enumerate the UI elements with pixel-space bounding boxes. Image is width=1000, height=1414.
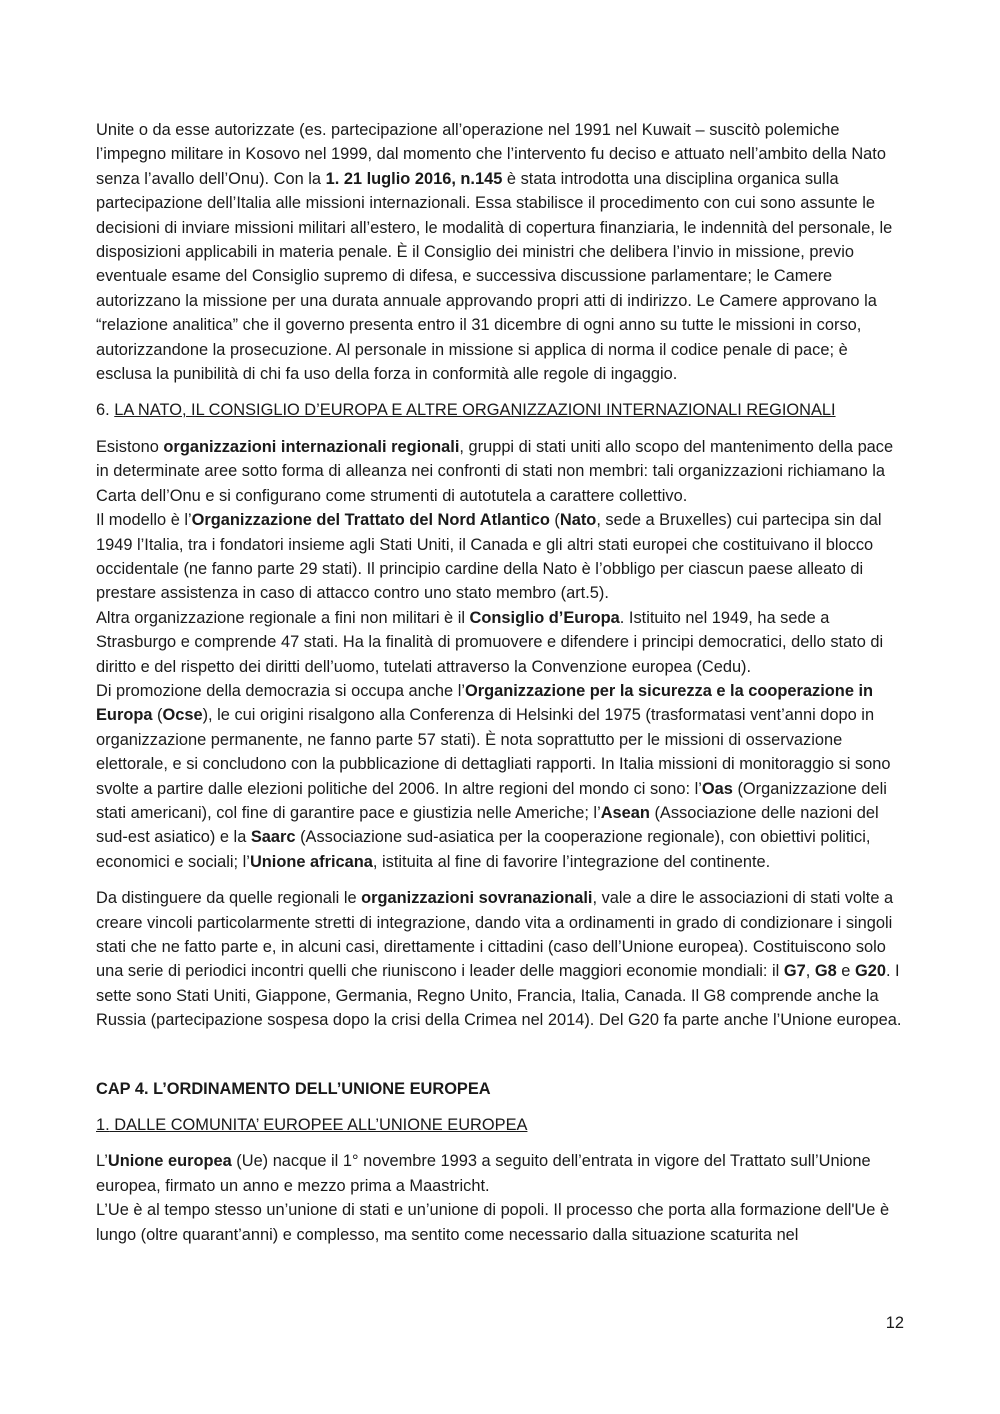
section-number: 6. [96,401,115,420]
text-run: ( [549,511,560,530]
paragraph-european-union [96,1149,904,1247]
section-title: DALLE COMUNITA’ EUROPEE ALL’UNIONE EUROPEA [109,1116,528,1135]
bold-term: Organizzazione per la sicurezza e la cooperazione in Europa [96,681,874,725]
text-run: e [836,962,855,981]
bold-term: Saarc [250,828,296,847]
text-run: (Ue) nacque il 1° novembre 1993 a seguito dell’entrata in vigore del Trattato sull’Unione europea, firmato un anno e mezzo prima a Maastricht. [96,1152,871,1195]
document-page [96,118,904,1247]
bold-term: G7 [783,962,806,981]
section-heading-1 [96,1113,904,1137]
text-run: (Associazione sud-asiatica per la cooperazione regionale), con obiettivi politici, economici e sociali; l’ [96,828,871,871]
text-run: , istituita al fine di favorire l’integrazione del continente. [372,852,771,871]
section-number: 1. [96,1116,110,1135]
bold-term: Oas [701,779,733,798]
section-heading-6 [96,398,904,422]
bold-term: Asean [600,803,650,822]
text-run: ( [152,706,163,725]
text-run: Altra organizzazione regionale a fini non militari è il [96,608,470,627]
paragraph-mission-law [96,118,904,386]
text-run: . Istituito nel 1949, ha sede a Strasburgo e comprende 47 stati. Ha la finalità di promuovere e difendere i principi democratici, dello stato di diritto e del rispetto dei diritti dell’uomo, tutelati attraverso la Convenzione europea (Cedu). [96,608,884,676]
page-number: 12 [885,1314,904,1332]
text-run: , [805,962,815,981]
text-run: Il modello è l’ [96,511,192,530]
text-run: , vale a dire le associazioni di stati volte a creare vincoli particolarmente stretti di integrazione, dando vita a ordinamenti in grado di condizionare i singoli stati che ne fatto parte e, in alcuni casi, direttamente i cittadini (caso dell’Unione europea). Costituiscono solo una serie di periodici incontri quelli che riuniscono i leader delle maggiori economie mondiali: il [96,889,894,981]
paragraph-regional-organizations [96,435,904,874]
bold-term: organizzazioni sovranazionali [361,889,593,908]
text-run: L’ [96,1152,108,1171]
section-title: LA NATO, IL CONSIGLIO D’EUROPA E ALTRE ORGANIZZAZIONI INTERNAZIONALI REGIONALI [114,401,836,420]
text-run: Unite o da esse autorizzate (es. partecipazione all’operazione nel 1991 nel Kuwait – suscitò polemiche l’impegno militare in Kosovo nel 1999, dal momento che l’intervento fu deciso e attuato nell’ambito della Nato senza l’avallo dell’Onu). Con la [96,121,886,188]
text-run: (Associazione delle nazioni del sud-est asiatico) e la [96,803,879,847]
bold-term: G20 [854,962,886,981]
paragraph-supranational-organizations [96,886,904,1032]
text-run: Esistono [96,437,164,456]
bold-term: Unione africana [249,852,373,871]
text-run: . I sette sono Stati Uniti, Giappone, Germania, Regno Unito, Francia, Italia, Canada. Il G8 comprende anche la Russia (partecipazione sospesa dopo la crisi della Crimea nel 2014). Del G20 fa parte anche l’Unione europea. [96,962,902,1030]
bold-term: organizzazioni internazionali regionali [163,437,460,456]
text-run: Di promozione della democrazia si occupa anche l’ [96,681,465,700]
text-run: L’Ue è al tempo stesso un’unione di stati e un’unione di popoli. Il processo che porta alla formazione dell'Ue è lungo (oltre quarant’anni) e complesso, ma sentito come necessario dalla situazione scaturita nel [96,1201,890,1244]
bold-term: G8 [814,962,837,981]
chapter-title: CAP 4. L’ORDINAMENTO DELL’UNIONE EUROPEA [96,1079,491,1098]
text-run: ), le cui origini risalgono alla Conferenza di Helsinki del 1975 (trasformatasi vent’anni dopo in organizzazione permanente, ne fanno parte 57 stati). È nota soprattutto per le missioni di osservazione elettorale, e si concludono con la pubblicazione di dettagliati rapporti. In Italia missioni di monitoraggio si sono svolte a partire dalle elezioni politiche del 2006. In altre regioni del mondo ci sono: l’ [96,706,891,798]
bold-term: Nato [559,511,597,530]
text-run: Da distinguere da quelle regionali le [96,889,362,908]
text-run: , gruppi di stati uniti allo scopo del mantenimento della pace in determinate aree sotto forma di alleanza nei confronti di stati non membri: tali organizzazioni richiamano la Carta dell’Onu e si configurano come strumenti di autotutela a carattere collettivo. [96,437,894,505]
text-run: , sede a Bruxelles) cui partecipa sin dal 1949 l’Italia, tra i fondatori insieme agli Stati Uniti, il Canada e gli altri stati europei che costituivano il blocco occidentale (ne fanno parte 29 stati). Il principio cardine della Nato è l’obbligo per ciascun paese alleato di prestare assistenza in caso di attacco contro uno stato membro (art.5). [96,511,882,603]
text-run: è stata introdotta una disciplina organica sulla partecipazione dell’Italia alle missioni internazionali. Essa stabilisce il procedimento con cui sono assunte le decisioni di inviare missioni militari all’estero, le modalità di copertura finanziaria, le indennità del personale, le disposizioni applicabili in materia penale. È il Consiglio dei ministri che delibera l’invio in missione, previo eventuale esame del Consiglio supremo di difesa, e successiva discussione parlamentare; le Camere autorizzano la missione per una durata annuale approvando propri atti di indirizzo. Le Camere approvano la “relazione analitica” che il governo presenta entro il 31 dicembre di ogni anno su tutte le missioni in corso, autorizzandone la prosecuzione. Al personale in missione si applica di norma il codice penale di pace; è esclusa la punibilità di chi fa uso della forza in conformità alle regole di ingaggio. [96,169,893,384]
bold-term: Organizzazione del Trattato del Nord Atlantico [191,511,550,530]
bold-law-reference: 1. 21 luglio 2016, n.145 [325,169,503,188]
text-run: (Organizzazione deli stati americani), col fine di garantire pace e giustizia nelle Americhe; l’ [96,779,887,822]
bold-term: Unione europea [107,1152,232,1171]
bold-term: Ocse [162,706,203,725]
bold-term: Consiglio d’Europa [469,608,620,627]
